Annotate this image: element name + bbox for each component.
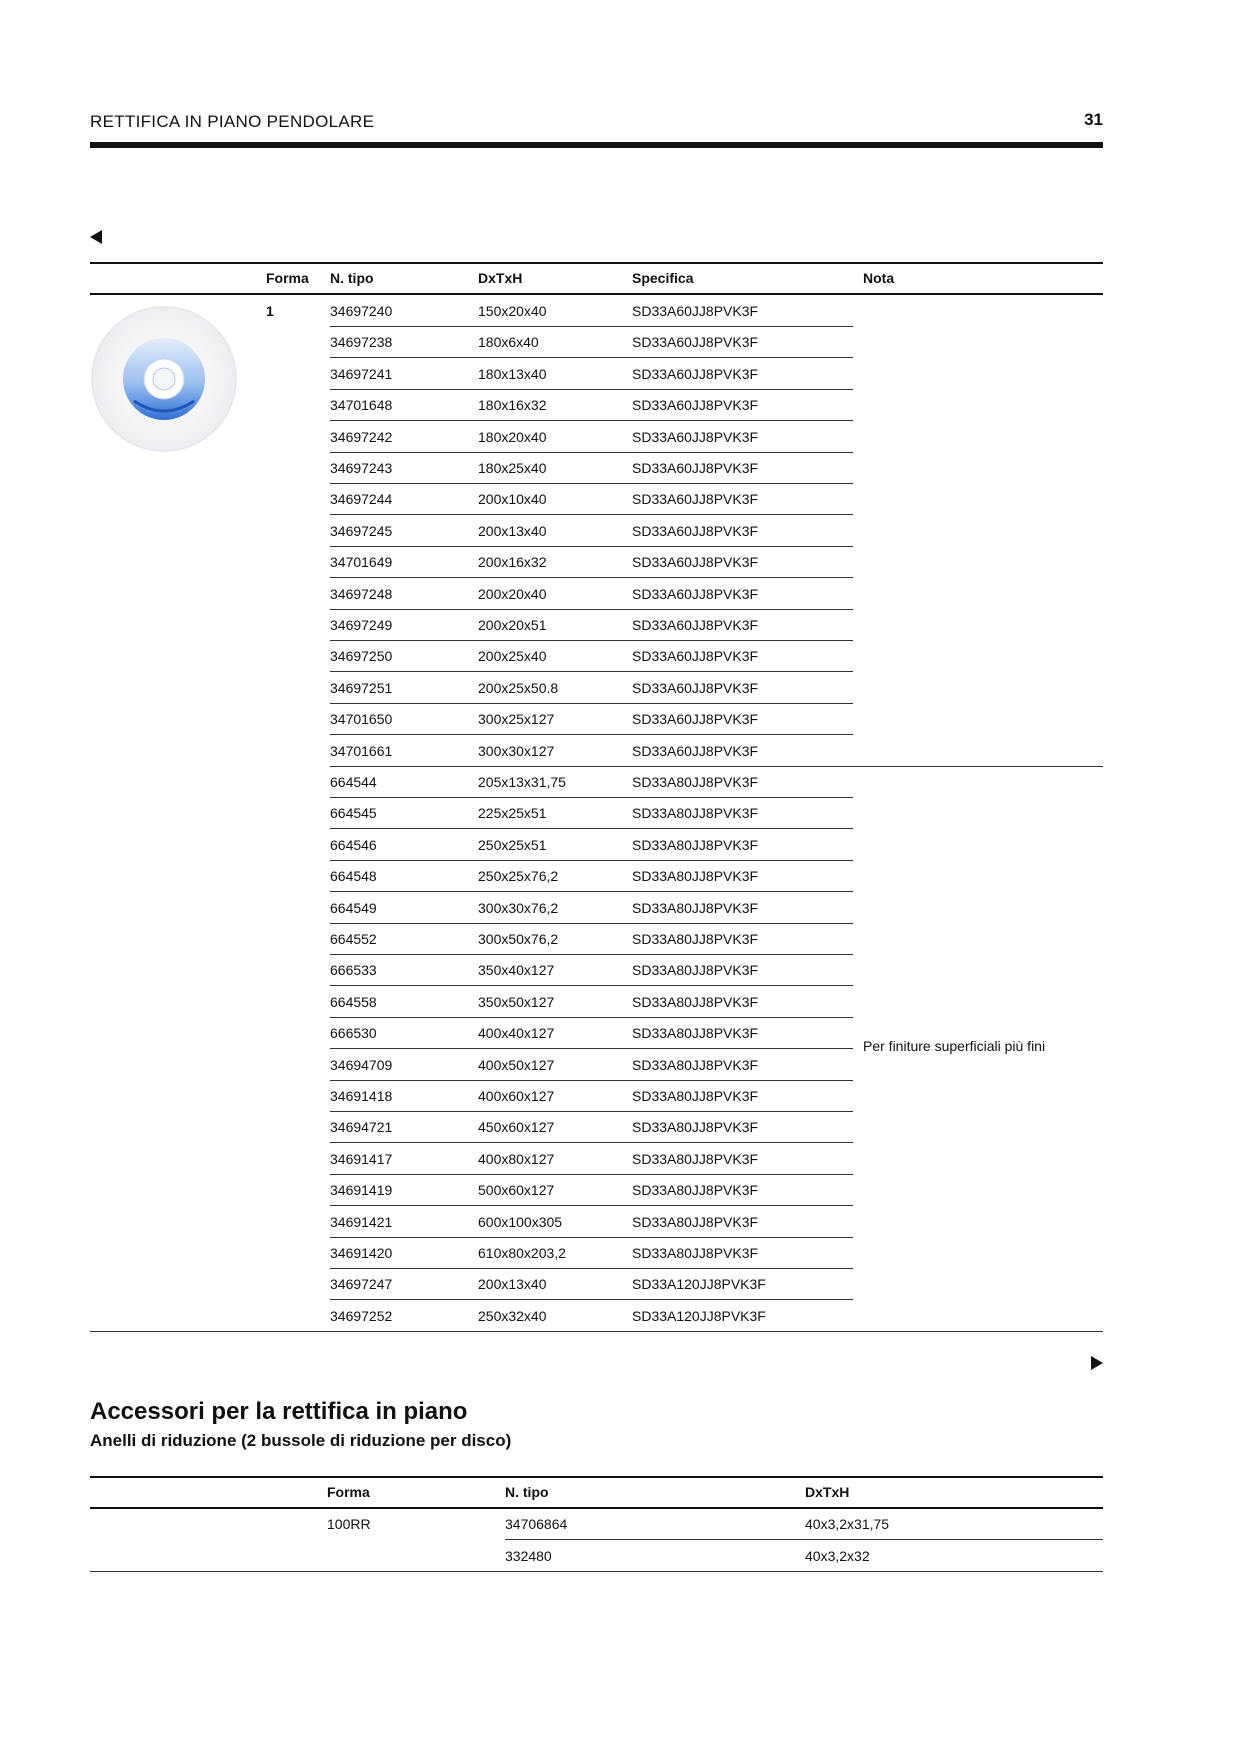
table-cell-specifica: SD33A80JJ8PVK3F <box>632 868 759 885</box>
table-cell-dxtxh: 180x20x40 <box>478 428 547 445</box>
table-cell-n-tipo: 34691421 <box>330 1213 393 1230</box>
table-cell-n-tipo: 34697252 <box>330 1307 393 1324</box>
table-cell-dxtxh: 205x13x31,75 <box>478 774 566 790</box>
table-cell-n-tipo: 34697248 <box>330 585 393 602</box>
table-cell-specifica: SD33A80JJ8PVK3F <box>632 1150 759 1167</box>
table-cell-specifica: SD33A80JJ8PVK3F <box>632 1119 759 1136</box>
table2-top-rule <box>90 1476 1103 1478</box>
row-divider <box>330 514 853 515</box>
table-cell-dxtxh: 500x60x127 <box>478 1182 555 1199</box>
table-cell-dxtxh: 200x13x40 <box>478 522 547 539</box>
table-cell-specifica: SD33A80JJ8PVK3F <box>632 1056 759 1073</box>
table-cell-n-tipo: 664558 <box>330 993 377 1010</box>
triangle-right-icon[interactable] <box>1091 1356 1103 1370</box>
forma-value: 1 <box>266 303 274 319</box>
table-cell-dxtxh: 300x30x127 <box>478 742 555 759</box>
table-cell-n-tipo: 666530 <box>330 1025 377 1042</box>
table-cell-specifica: SD33A60JJ8PVK3F <box>632 711 759 728</box>
table-cell-specifica: SD33A60JJ8PVK3F <box>632 679 759 696</box>
table-cell-specifica: SD33A120JJ8PVK3F <box>632 1307 766 1324</box>
table-cell-dxtxh: 200x13x40 <box>478 1276 547 1293</box>
table-cell-n-tipo: 34697242 <box>330 428 393 445</box>
row-divider <box>330 1299 853 1300</box>
table-cell-specifica: SD33A60JJ8PVK3F <box>632 303 759 319</box>
table-cell-dxtxh: 40x3,2x31,75 <box>805 1516 890 1532</box>
table-cell-dxtxh: 200x20x40 <box>478 585 547 602</box>
row-divider <box>330 483 853 484</box>
table-cell-specifica: SD33A80JJ8PVK3F <box>632 805 759 822</box>
table-cell-n-tipo: 34697249 <box>330 617 393 633</box>
col-header-forma: Forma <box>327 1484 370 1500</box>
table-cell-dxtxh: 200x16x32 <box>478 554 547 571</box>
table-cell-n-tipo: 34697243 <box>330 460 393 476</box>
table-cell-dxtxh: 40x3,2x32 <box>805 1547 870 1564</box>
table-cell-dxtxh: 180x13x40 <box>478 365 547 382</box>
table-cell-n-tipo: 34701661 <box>330 742 393 759</box>
table2-bottom-rule <box>90 1571 1103 1572</box>
row-divider <box>330 546 853 547</box>
table-cell-specifica: SD33A80JJ8PVK3F <box>632 1025 759 1042</box>
row-divider <box>330 1268 853 1269</box>
row-divider <box>330 828 853 829</box>
row-divider <box>330 734 853 735</box>
row-divider <box>330 891 853 892</box>
table-cell-dxtxh: 200x10x40 <box>478 491 547 508</box>
table-cell-specifica: SD33A80JJ8PVK3F <box>632 1088 759 1104</box>
row-divider <box>330 1017 853 1018</box>
table-cell-dxtxh: 400x80x127 <box>478 1150 555 1167</box>
table-cell-n-tipo: 34697247 <box>330 1276 393 1293</box>
table-cell-n-tipo: 34697251 <box>330 679 393 696</box>
row-divider <box>330 577 853 578</box>
table-cell-dxtxh: 200x20x51 <box>478 617 547 633</box>
row-divider <box>330 1174 853 1175</box>
table-cell-specifica: SD33A80JJ8PVK3F <box>632 1245 759 1261</box>
row-divider <box>330 766 1103 767</box>
table-cell-dxtxh: 200x25x40 <box>478 648 547 665</box>
table-cell-dxtxh: 180x16x32 <box>478 397 547 414</box>
table-cell-dxtxh: 350x40x127 <box>478 962 555 979</box>
col-header-specifica: Specifica <box>632 270 694 286</box>
table-cell-n-tipo: 34691420 <box>330 1245 393 1261</box>
table-cell-specifica: SD33A120JJ8PVK3F <box>632 1276 766 1293</box>
row-divider <box>330 1142 853 1143</box>
table-cell-specifica: SD33A60JJ8PVK3F <box>632 334 759 351</box>
table-cell-specifica: SD33A60JJ8PVK3F <box>632 460 759 476</box>
table-cell-specifica: SD33A60JJ8PVK3F <box>632 397 759 414</box>
table-cell-n-tipo: 664546 <box>330 836 377 853</box>
grinding-wheel-image <box>90 305 238 453</box>
row-divider <box>505 1539 1103 1540</box>
table-cell-n-tipo: 34701650 <box>330 711 393 728</box>
table-cell-specifica: SD33A80JJ8PVK3F <box>632 962 759 979</box>
row-divider <box>330 797 853 798</box>
row-divider <box>330 1080 853 1081</box>
table-cell-specifica: SD33A60JJ8PVK3F <box>632 585 759 602</box>
row-divider <box>330 860 853 861</box>
row-divider <box>330 452 853 453</box>
table-cell-dxtxh: 225x25x51 <box>478 805 547 822</box>
table-cell-specifica: SD33A80JJ8PVK3F <box>632 931 759 947</box>
header-rule <box>90 142 1103 148</box>
table-cell-specifica: SD33A80JJ8PVK3F <box>632 774 759 790</box>
table-cell-dxtxh: 610x80x203,2 <box>478 1245 566 1261</box>
table-cell-specifica: SD33A80JJ8PVK3F <box>632 1213 759 1230</box>
table-cell-n-tipo: 34697244 <box>330 491 393 508</box>
table-cell-dxtxh: 300x25x127 <box>478 711 555 728</box>
table-cell-dxtxh: 600x100x305 <box>478 1213 563 1230</box>
table-cell-specifica: SD33A60JJ8PVK3F <box>632 648 759 665</box>
table-cell-n-tipo: 34697245 <box>330 522 393 539</box>
row-divider <box>330 389 853 390</box>
table-cell-dxtxh: 250x25x76,2 <box>478 868 559 885</box>
table-cell-n-tipo: 34694721 <box>330 1119 393 1136</box>
row-divider <box>330 326 853 327</box>
table-cell-n-tipo: 664544 <box>330 774 377 790</box>
table-cell-specifica: SD33A60JJ8PVK3F <box>632 491 759 508</box>
triangle-left-icon[interactable] <box>90 230 102 244</box>
table-cell-dxtxh: 150x20x40 <box>478 303 547 319</box>
table-cell-dxtxh: 180x6x40 <box>478 334 539 351</box>
row-divider <box>330 923 853 924</box>
row-divider <box>330 357 853 358</box>
col-header-n-tipo: N. tipo <box>505 1484 549 1500</box>
table-cell-n-tipo: 34697238 <box>330 334 393 351</box>
table-cell-specifica: SD33A60JJ8PVK3F <box>632 428 759 445</box>
table-cell-specifica: SD33A60JJ8PVK3F <box>632 617 759 633</box>
row-divider <box>330 1237 853 1238</box>
page-header-title: RETTIFICA IN PIANO PENDOLARE <box>90 112 375 131</box>
table-cell-dxtxh: 450x60x127 <box>478 1119 555 1136</box>
table2-header-rule <box>90 1507 1103 1509</box>
row-divider <box>330 420 853 421</box>
row-divider <box>330 703 853 704</box>
table-cell-dxtxh: 400x40x127 <box>478 1025 555 1042</box>
section-subtitle: Anelli di riduzione (2 bussole di riduzione per disco) <box>90 1431 512 1450</box>
table-cell-specifica: SD33A60JJ8PVK3F <box>632 554 759 571</box>
table-cell-dxtxh: 300x30x76,2 <box>478 899 559 916</box>
row-divider <box>330 671 853 672</box>
table-cell-dxtxh: 300x50x76,2 <box>478 931 559 947</box>
table-cell-n-tipo: 34694709 <box>330 1056 393 1073</box>
row-divider <box>330 640 853 641</box>
section-title: Accessori per la rettifica in piano <box>90 1398 468 1425</box>
row-divider <box>330 1048 853 1049</box>
table-cell-n-tipo: 34691418 <box>330 1088 393 1104</box>
table-header-rule <box>90 293 1103 295</box>
table-cell-dxtxh: 180x25x40 <box>478 460 547 476</box>
col-header-dxtxh: DxTxH <box>478 270 523 286</box>
table-cell-n-tipo: 34697241 <box>330 365 393 382</box>
table-cell-n-tipo: 664549 <box>330 899 377 916</box>
table-bottom-rule <box>90 1331 1103 1332</box>
page-number: 31 <box>1084 110 1103 129</box>
table-cell-specifica: SD33A60JJ8PVK3F <box>632 522 759 539</box>
table-cell-specifica: SD33A80JJ8PVK3F <box>632 899 759 916</box>
table-cell-specifica: SD33A80JJ8PVK3F <box>632 836 759 853</box>
table-cell-dxtxh: 400x50x127 <box>478 1056 555 1073</box>
col-header-nota: Nota <box>863 270 895 286</box>
forma-value: 100RR <box>327 1516 371 1532</box>
table-cell-n-tipo: 664545 <box>330 805 377 822</box>
col-header-n-tipo: N. tipo <box>330 270 374 286</box>
table-cell-specifica: SD33A60JJ8PVK3F <box>632 742 759 759</box>
table-top-rule <box>90 262 1103 264</box>
table-cell-n-tipo: 34691419 <box>330 1182 393 1199</box>
table-cell-n-tipo: 34706864 <box>505 1516 568 1532</box>
table-cell-specifica: SD33A80JJ8PVK3F <box>632 1182 759 1199</box>
table-cell-dxtxh: 200x25x50.8 <box>478 679 559 696</box>
table-cell-n-tipo: 34697240 <box>330 303 393 319</box>
table-cell-n-tipo: 666533 <box>330 962 377 979</box>
table-cell-n-tipo: 332480 <box>505 1547 552 1564</box>
table-cell-n-tipo: 34701649 <box>330 554 393 571</box>
table-cell-dxtxh: 250x32x40 <box>478 1307 547 1324</box>
table-cell-n-tipo: 664552 <box>330 931 377 947</box>
table-cell-dxtxh: 400x60x127 <box>478 1088 555 1104</box>
table-cell-n-tipo: 34701648 <box>330 397 393 414</box>
row-divider <box>330 1111 853 1112</box>
table-cell-dxtxh: 250x25x51 <box>478 836 547 853</box>
col-header-dxtxh: DxTxH <box>805 1484 850 1500</box>
table-cell-n-tipo: 34691417 <box>330 1150 393 1167</box>
row-divider <box>330 609 853 610</box>
col-header-forma: Forma <box>266 270 309 286</box>
row-divider <box>330 1205 853 1206</box>
row-divider <box>330 954 853 955</box>
table-cell-n-tipo: 664548 <box>330 868 377 885</box>
row-divider <box>330 985 853 986</box>
note-cell: Per finiture superficiali più fini <box>863 1038 1046 1054</box>
table-cell-specifica: SD33A80JJ8PVK3F <box>632 993 759 1010</box>
table-cell-dxtxh: 350x50x127 <box>478 993 555 1010</box>
table-cell-n-tipo: 34697250 <box>330 648 393 665</box>
table-cell-specifica: SD33A60JJ8PVK3F <box>632 365 759 382</box>
